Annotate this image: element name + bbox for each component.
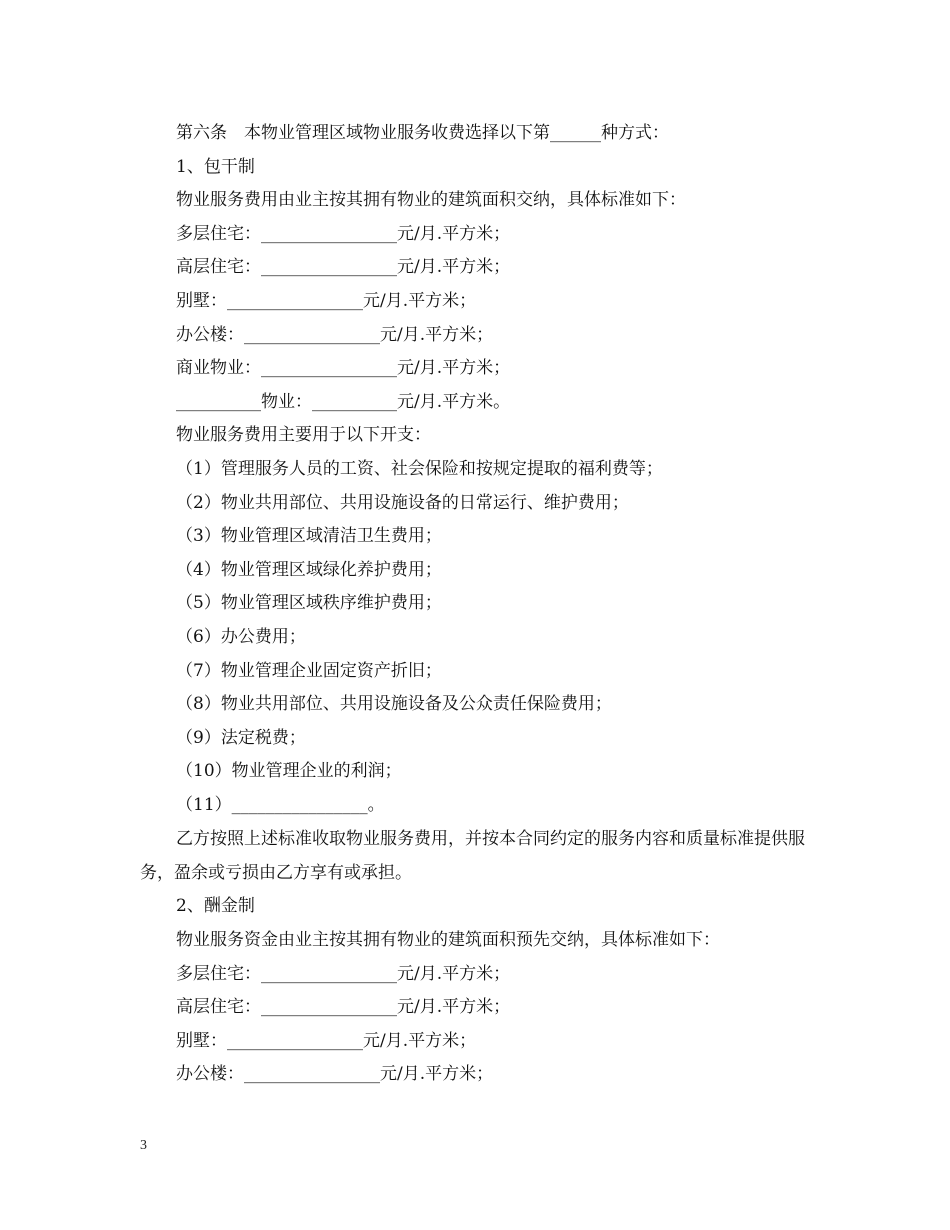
list-item: （1）管理服务人员的工资、社会保险和按规定提取的福利费等； [176,458,663,479]
list-item: （3）物业管理区域清洁卫生费用； [176,526,442,547]
list-item: （5）物业管理区域秩序维护费用； [176,593,442,614]
fee-line-multi-storey: 多层住宅：________________元/月.平方米； [176,963,511,984]
page-number: 3 [140,1138,147,1153]
fee-line-commercial: 商业物业：________________元/月.平方米； [176,358,511,379]
fee-line-office: 办公楼：________________元/月.平方米； [176,1064,494,1085]
list-item: （2）物业共用部位、共用设施设备的日常运行、维护费用； [176,492,629,513]
fee-line-villa: 别墅：________________元/月.平方米； [176,1030,477,1051]
list-item: （7）物业管理企业固定资产折旧； [176,660,442,681]
fee-line-high-rise: 高层住宅：________________元/月.平方米； [176,997,511,1018]
list-item: （10）物业管理企业的利润； [176,761,402,782]
document-body [140,117,820,1092]
text-line: 物业服务资金由业主按其拥有物业的建筑面积预先交纳，具体标准如下： [176,930,720,951]
body-paragraph: 乙方按照上述标准收取物业服务费用，并按本合同约定的服务内容和质量标准提供服务，盈余或亏损由乙方享有或承担。 [140,829,805,884]
text-line: 物业服务费用主要用于以下开支： [176,425,431,446]
list-item: （4）物业管理区域绿化养护费用； [176,559,442,580]
list-item: （8）物业共用部位、共用设施设备及公众责任保险费用； [176,694,612,715]
text-line: 物业服务费用由业主按其拥有物业的建筑面积交纳，具体标准如下： [176,190,686,211]
fee-line-villa: 别墅：________________元/月.平方米； [176,290,477,311]
list-item: （9）法定税费； [176,727,306,748]
fee-line-multi-storey: 多层住宅：________________元/月.平方米； [176,223,511,244]
fee-line-other: __________物业：__________元/月.平方米。 [176,391,511,412]
article-heading: 第六条 本物业管理区域物业服务收费选择以下第______种方式： [176,123,669,143]
section-heading-commission: 2、酬金制 [176,896,255,917]
section-heading-lump-sum: 1、包干制 [176,156,255,177]
fee-line-high-rise: 高层住宅：________________元/月.平方米； [176,257,511,278]
fee-line-office: 办公楼：________________元/月.平方米； [176,324,494,345]
list-item: （11）________________。 [176,794,385,815]
list-item: （6）办公费用； [176,626,306,647]
